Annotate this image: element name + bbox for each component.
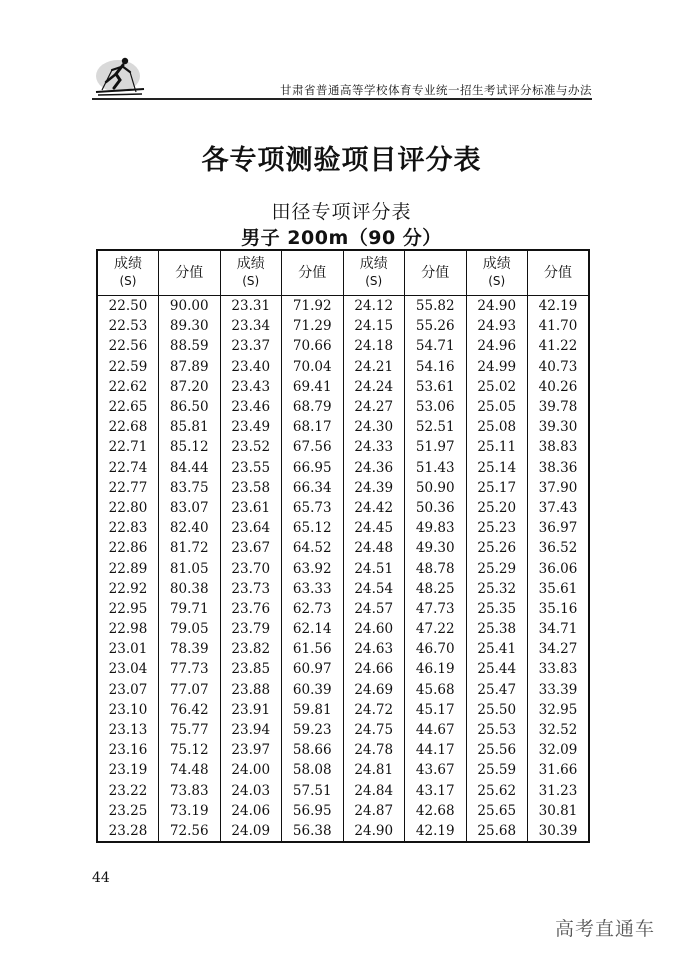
result-cell: 23.13 xyxy=(97,720,159,740)
table-row xyxy=(97,801,589,821)
result-cell: 23.85 xyxy=(220,659,282,679)
score-cell: 66.34 xyxy=(282,478,344,498)
result-cell: 23.25 xyxy=(97,801,159,821)
page-title: 各专项测验项目评分表 xyxy=(201,145,482,176)
score-cell: 59.23 xyxy=(282,720,344,740)
result-cell: 25.59 xyxy=(466,760,528,780)
score-cell: 67.56 xyxy=(282,437,344,457)
score-cell: 34.27 xyxy=(528,639,590,659)
result-cell: 24.12 xyxy=(343,296,405,317)
score-cell: 44.17 xyxy=(405,740,467,760)
result-cell: 23.58 xyxy=(220,478,282,498)
result-cell: 24.42 xyxy=(343,498,405,518)
result-cell: 23.91 xyxy=(220,700,282,720)
score-cell: 71.29 xyxy=(282,316,344,336)
result-cell: 25.11 xyxy=(466,437,528,457)
score-cell: 37.43 xyxy=(528,498,590,518)
column-header: 成绩 (S) xyxy=(97,250,159,296)
score-cell: 57.51 xyxy=(282,781,344,801)
result-cell: 24.54 xyxy=(343,579,405,599)
score-cell: 43.17 xyxy=(405,781,467,801)
result-cell: 24.24 xyxy=(343,377,405,397)
result-cell: 23.19 xyxy=(97,760,159,780)
result-cell: 22.71 xyxy=(97,437,159,457)
result-cell: 24.87 xyxy=(343,801,405,821)
score-cell: 66.95 xyxy=(282,458,344,478)
score-cell: 37.90 xyxy=(528,478,590,498)
result-cell: 25.50 xyxy=(466,700,528,720)
score-cell: 33.83 xyxy=(528,659,590,679)
score-cell: 38.83 xyxy=(528,437,590,457)
score-cell: 54.71 xyxy=(405,336,467,356)
table-row xyxy=(97,316,589,336)
column-header: 分值 xyxy=(282,250,344,296)
result-cell: 22.80 xyxy=(97,498,159,518)
score-cell: 78.39 xyxy=(159,639,221,659)
table-row xyxy=(97,659,589,679)
score-cell: 65.73 xyxy=(282,498,344,518)
result-cell: 25.17 xyxy=(466,478,528,498)
column-header: 成绩 (S) xyxy=(343,250,405,296)
result-cell: 24.96 xyxy=(466,336,528,356)
result-cell: 24.39 xyxy=(343,478,405,498)
score-cell: 30.39 xyxy=(528,821,590,842)
table-row xyxy=(97,680,589,700)
score-cell: 84.44 xyxy=(159,458,221,478)
result-cell: 24.57 xyxy=(343,599,405,619)
result-cell: 23.31 xyxy=(220,296,282,317)
result-cell: 23.37 xyxy=(220,336,282,356)
result-cell: 24.06 xyxy=(220,801,282,821)
score-cell: 36.52 xyxy=(528,538,590,558)
score-cell: 62.73 xyxy=(282,599,344,619)
result-cell: 24.21 xyxy=(343,357,405,377)
score-cell: 47.22 xyxy=(405,619,467,639)
result-cell: 22.86 xyxy=(97,538,159,558)
table-row xyxy=(97,538,589,558)
score-cell: 48.25 xyxy=(405,579,467,599)
column-header: 成绩 (S) xyxy=(466,250,528,296)
score-cell: 43.67 xyxy=(405,760,467,780)
score-cell: 80.38 xyxy=(159,579,221,599)
table-row xyxy=(97,498,589,518)
result-cell: 25.23 xyxy=(466,518,528,538)
result-cell: 23.97 xyxy=(220,740,282,760)
result-cell: 23.79 xyxy=(220,619,282,639)
score-cell: 86.50 xyxy=(159,397,221,417)
result-cell: 24.93 xyxy=(466,316,528,336)
result-cell: 24.90 xyxy=(343,821,405,842)
result-cell: 22.59 xyxy=(97,357,159,377)
score-cell: 88.59 xyxy=(159,336,221,356)
result-cell: 25.05 xyxy=(466,397,528,417)
column-header: 分值 xyxy=(528,250,590,296)
skier-logo-icon xyxy=(92,52,148,98)
result-cell: 24.27 xyxy=(343,397,405,417)
result-cell: 23.49 xyxy=(220,417,282,437)
score-cell: 85.12 xyxy=(159,437,221,457)
table-row xyxy=(97,781,589,801)
result-cell: 23.61 xyxy=(220,498,282,518)
score-cell: 61.56 xyxy=(282,639,344,659)
result-cell: 24.81 xyxy=(343,760,405,780)
result-cell: 23.28 xyxy=(97,821,159,842)
table-row xyxy=(97,518,589,538)
result-cell: 22.65 xyxy=(97,397,159,417)
result-cell: 22.68 xyxy=(97,417,159,437)
result-cell: 25.65 xyxy=(466,801,528,821)
result-cell: 23.70 xyxy=(220,558,282,578)
result-cell: 22.95 xyxy=(97,599,159,619)
result-cell: 25.14 xyxy=(466,458,528,478)
result-cell: 22.50 xyxy=(97,296,159,317)
result-cell: 24.78 xyxy=(343,740,405,760)
result-cell: 25.32 xyxy=(466,579,528,599)
score-cell: 81.05 xyxy=(159,558,221,578)
table-subtitle: 男子 200m（90 分） xyxy=(241,227,442,249)
score-cell: 55.82 xyxy=(405,296,467,317)
score-cell: 40.26 xyxy=(528,377,590,397)
table-row xyxy=(97,740,589,760)
score-cell: 69.41 xyxy=(282,377,344,397)
column-header: 分值 xyxy=(159,250,221,296)
table-title: 田径专项评分表 xyxy=(271,201,412,223)
result-cell: 24.66 xyxy=(343,659,405,679)
result-cell: 23.76 xyxy=(220,599,282,619)
score-cell: 68.17 xyxy=(282,417,344,437)
score-cell: 75.77 xyxy=(159,720,221,740)
score-cell: 87.89 xyxy=(159,357,221,377)
result-cell: 24.75 xyxy=(343,720,405,740)
result-cell: 23.22 xyxy=(97,781,159,801)
result-cell: 25.68 xyxy=(466,821,528,842)
score-cell: 79.71 xyxy=(159,599,221,619)
score-cell: 85.81 xyxy=(159,417,221,437)
score-cell: 72.56 xyxy=(159,821,221,842)
score-cell: 59.81 xyxy=(282,700,344,720)
result-cell: 25.47 xyxy=(466,680,528,700)
result-cell: 24.30 xyxy=(343,417,405,437)
score-cell: 87.20 xyxy=(159,377,221,397)
result-cell: 24.99 xyxy=(466,357,528,377)
score-cell: 35.61 xyxy=(528,579,590,599)
score-cell: 74.48 xyxy=(159,760,221,780)
score-cell: 36.97 xyxy=(528,518,590,538)
score-cell: 44.67 xyxy=(405,720,467,740)
result-cell: 24.15 xyxy=(343,316,405,336)
score-cell: 52.51 xyxy=(405,417,467,437)
score-cell: 62.14 xyxy=(282,619,344,639)
table-body xyxy=(97,296,589,843)
score-cell: 90.00 xyxy=(159,296,221,317)
result-cell: 24.03 xyxy=(220,781,282,801)
score-cell: 47.73 xyxy=(405,599,467,619)
score-cell: 39.30 xyxy=(528,417,590,437)
score-cell: 45.68 xyxy=(405,680,467,700)
score-cell: 38.36 xyxy=(528,458,590,478)
result-cell: 25.38 xyxy=(466,619,528,639)
result-cell: 25.62 xyxy=(466,781,528,801)
score-cell: 41.22 xyxy=(528,336,590,356)
score-cell: 32.95 xyxy=(528,700,590,720)
header-divider xyxy=(92,98,592,100)
score-cell: 50.36 xyxy=(405,498,467,518)
result-cell: 24.09 xyxy=(220,821,282,842)
result-cell: 23.16 xyxy=(97,740,159,760)
column-header: 分值 xyxy=(405,250,467,296)
score-cell: 31.66 xyxy=(528,760,590,780)
result-cell: 25.41 xyxy=(466,639,528,659)
result-cell: 22.56 xyxy=(97,336,159,356)
result-cell: 24.69 xyxy=(343,680,405,700)
score-cell: 60.39 xyxy=(282,680,344,700)
result-cell: 25.08 xyxy=(466,417,528,437)
result-cell: 22.83 xyxy=(97,518,159,538)
score-cell: 79.05 xyxy=(159,619,221,639)
score-cell: 53.06 xyxy=(405,397,467,417)
score-cell: 70.04 xyxy=(282,357,344,377)
score-cell: 42.68 xyxy=(405,801,467,821)
result-cell: 23.10 xyxy=(97,700,159,720)
score-cell: 46.70 xyxy=(405,639,467,659)
table-row xyxy=(97,599,589,619)
result-cell: 22.62 xyxy=(97,377,159,397)
score-cell: 39.78 xyxy=(528,397,590,417)
result-cell: 24.60 xyxy=(343,619,405,639)
result-cell: 23.04 xyxy=(97,659,159,679)
score-cell: 48.78 xyxy=(405,558,467,578)
score-cell: 63.92 xyxy=(282,558,344,578)
result-cell: 22.53 xyxy=(97,316,159,336)
result-cell: 23.82 xyxy=(220,639,282,659)
result-cell: 22.98 xyxy=(97,619,159,639)
score-cell: 65.12 xyxy=(282,518,344,538)
score-cell: 34.71 xyxy=(528,619,590,639)
score-cell: 71.92 xyxy=(282,296,344,317)
score-cell: 54.16 xyxy=(405,357,467,377)
result-cell: 24.45 xyxy=(343,518,405,538)
score-cell: 46.19 xyxy=(405,659,467,679)
score-cell: 50.90 xyxy=(405,478,467,498)
score-cell: 77.07 xyxy=(159,680,221,700)
score-cell: 42.19 xyxy=(405,821,467,842)
result-cell: 23.40 xyxy=(220,357,282,377)
score-cell: 33.39 xyxy=(528,680,590,700)
result-cell: 23.07 xyxy=(97,680,159,700)
score-table xyxy=(96,249,590,843)
table-row xyxy=(97,720,589,740)
score-cell: 77.73 xyxy=(159,659,221,679)
result-cell: 22.77 xyxy=(97,478,159,498)
score-cell: 70.66 xyxy=(282,336,344,356)
result-cell: 25.35 xyxy=(466,599,528,619)
result-cell: 25.44 xyxy=(466,659,528,679)
score-cell: 68.79 xyxy=(282,397,344,417)
table-row xyxy=(97,377,589,397)
table-row xyxy=(97,558,589,578)
table-row xyxy=(97,478,589,498)
score-cell: 40.73 xyxy=(528,357,590,377)
result-cell: 24.00 xyxy=(220,760,282,780)
score-cell: 30.81 xyxy=(528,801,590,821)
score-cell: 55.26 xyxy=(405,316,467,336)
score-cell: 45.17 xyxy=(405,700,467,720)
table-header-row xyxy=(97,250,589,296)
table-row xyxy=(97,458,589,478)
result-cell: 23.88 xyxy=(220,680,282,700)
score-cell: 89.30 xyxy=(159,316,221,336)
score-cell: 64.52 xyxy=(282,538,344,558)
score-cell: 35.16 xyxy=(528,599,590,619)
score-cell: 49.83 xyxy=(405,518,467,538)
score-cell: 31.23 xyxy=(528,781,590,801)
score-cell: 73.19 xyxy=(159,801,221,821)
result-cell: 24.51 xyxy=(343,558,405,578)
result-cell: 23.01 xyxy=(97,639,159,659)
running-header: 甘肃省普通高等学校体育专业统一招生考试评分标准与办法 xyxy=(280,83,592,97)
result-cell: 23.55 xyxy=(220,458,282,478)
score-cell: 42.19 xyxy=(528,296,590,317)
score-cell: 58.66 xyxy=(282,740,344,760)
result-cell: 24.84 xyxy=(343,781,405,801)
watermark: 高考直通车 xyxy=(554,918,655,940)
table-row xyxy=(97,579,589,599)
table-row xyxy=(97,437,589,457)
score-cell: 51.97 xyxy=(405,437,467,457)
table-row xyxy=(97,821,589,842)
score-cell: 41.70 xyxy=(528,316,590,336)
result-cell: 23.64 xyxy=(220,518,282,538)
score-cell: 81.72 xyxy=(159,538,221,558)
result-cell: 24.18 xyxy=(343,336,405,356)
result-cell: 23.34 xyxy=(220,316,282,336)
result-cell: 25.26 xyxy=(466,538,528,558)
table-row xyxy=(97,357,589,377)
result-cell: 24.63 xyxy=(343,639,405,659)
score-cell: 63.33 xyxy=(282,579,344,599)
score-cell: 83.07 xyxy=(159,498,221,518)
table-row xyxy=(97,700,589,720)
result-cell: 23.94 xyxy=(220,720,282,740)
result-cell: 25.20 xyxy=(466,498,528,518)
score-cell: 82.40 xyxy=(159,518,221,538)
table-row xyxy=(97,296,589,317)
result-cell: 24.33 xyxy=(343,437,405,457)
score-cell: 56.95 xyxy=(282,801,344,821)
result-cell: 25.53 xyxy=(466,720,528,740)
result-cell: 24.90 xyxy=(466,296,528,317)
result-cell: 23.52 xyxy=(220,437,282,457)
result-cell: 24.36 xyxy=(343,458,405,478)
result-cell: 22.74 xyxy=(97,458,159,478)
table-row xyxy=(97,639,589,659)
result-cell: 25.29 xyxy=(466,558,528,578)
score-cell: 56.38 xyxy=(282,821,344,842)
result-cell: 25.02 xyxy=(466,377,528,397)
table-row xyxy=(97,336,589,356)
column-header: 成绩 (S) xyxy=(220,250,282,296)
result-cell: 22.92 xyxy=(97,579,159,599)
score-cell: 51.43 xyxy=(405,458,467,478)
score-cell: 36.06 xyxy=(528,558,590,578)
table-row xyxy=(97,397,589,417)
table-row xyxy=(97,760,589,780)
score-cell: 60.97 xyxy=(282,659,344,679)
page-number: 44 xyxy=(92,870,110,886)
result-cell: 24.48 xyxy=(343,538,405,558)
result-cell: 24.72 xyxy=(343,700,405,720)
result-cell: 23.67 xyxy=(220,538,282,558)
result-cell: 23.46 xyxy=(220,397,282,417)
score-cell: 32.09 xyxy=(528,740,590,760)
score-cell: 73.83 xyxy=(159,781,221,801)
score-cell: 75.12 xyxy=(159,740,221,760)
score-cell: 76.42 xyxy=(159,700,221,720)
result-cell: 25.56 xyxy=(466,740,528,760)
score-cell: 32.52 xyxy=(528,720,590,740)
result-cell: 23.73 xyxy=(220,579,282,599)
table-row xyxy=(97,619,589,639)
score-cell: 83.75 xyxy=(159,478,221,498)
score-cell: 58.08 xyxy=(282,760,344,780)
result-cell: 23.43 xyxy=(220,377,282,397)
result-cell: 22.89 xyxy=(97,558,159,578)
score-cell: 53.61 xyxy=(405,377,467,397)
table-row xyxy=(97,417,589,437)
score-cell: 49.30 xyxy=(405,538,467,558)
